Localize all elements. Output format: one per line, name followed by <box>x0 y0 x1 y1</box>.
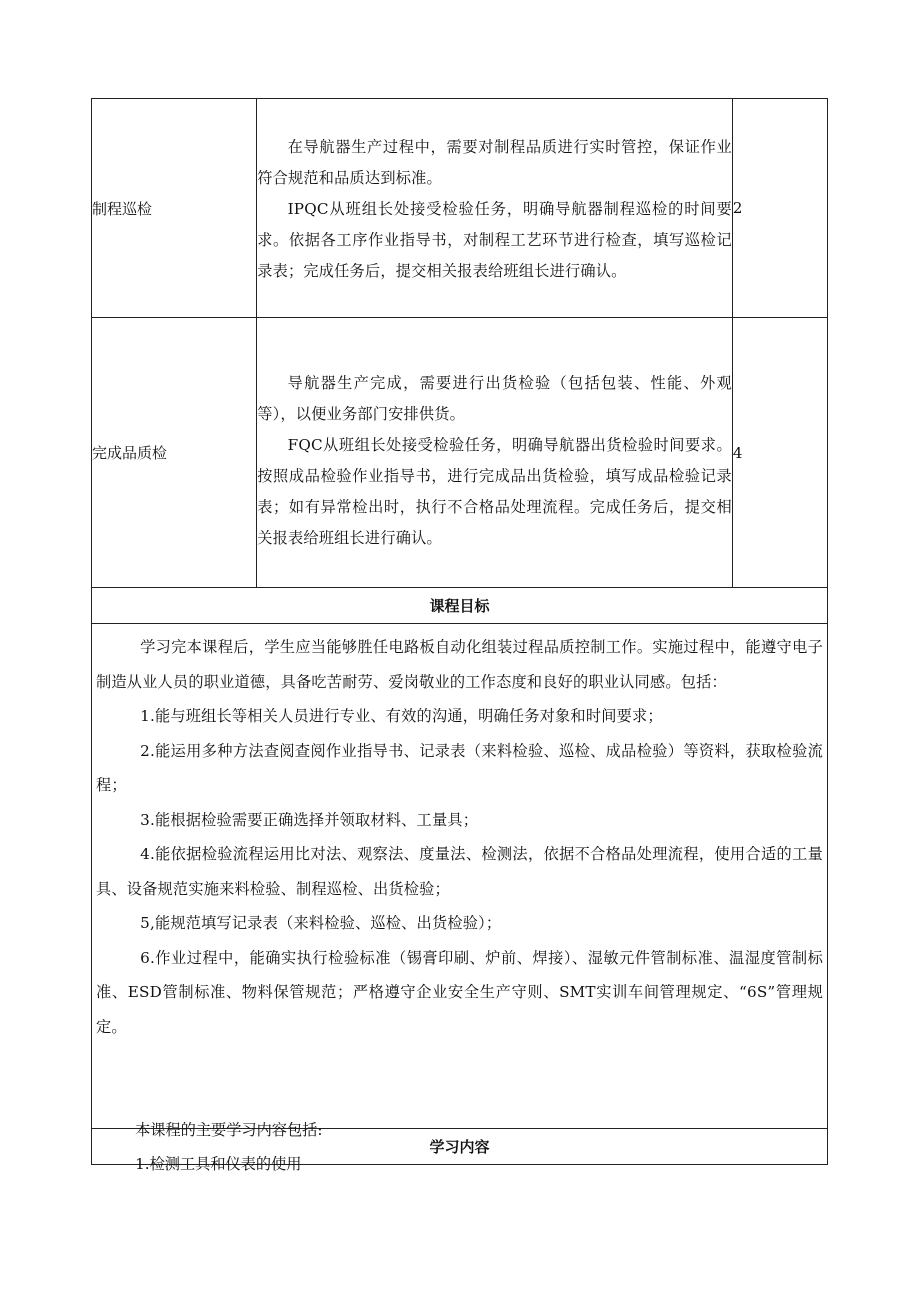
task-row-final-inspection <box>92 318 828 588</box>
objective-item: 4.能依据检验流程运用比对法、观察法、度量法、检测法，依据不合格品处理流程，使用合适的工量具、设备规范实施来料检验、制程巡检、出货检验； <box>96 845 823 898</box>
objective-item: 1.能与班组长等相关人员进行专业、有效的沟通，明确任务对象和时间要求； <box>140 707 663 725</box>
content-item: 1.检测工具和仪表的使用 <box>135 1155 302 1173</box>
task-name: 完成品质检 <box>92 318 257 588</box>
learning-content <box>91 1113 828 1181</box>
content-intro: 本课程的主要学习内容包括: <box>135 1121 323 1139</box>
objectives-row <box>92 624 828 1129</box>
task-hours: 4 <box>732 318 827 588</box>
task-paragraph: IPQC从班组长处接受检验任务，明确导航器制程巡检的时间要求。依据各工序作业指导书，对制程工艺环节进行检查，填写巡检记录表；完成任务后，提交相关报表给班组长进行确认。 <box>257 199 732 280</box>
task-paragraph: FQC从班组长处接受检验任务，明确导航器出货检验时间要求。按照成品检验作业指导书，进行完成品出货检验，填写成品检验记录表；如有异常检出时，执行不合格品处理流程。完成任务后，提交相关报表给班组长进行确认。 <box>257 435 732 547</box>
objective-paragraph: 学习完本课程后，学生应当能够胜任电路板自动化组装过程品质控制工作。实施过程中，能遵守电子制造从业人员的职业道德，具备吃苦耐劳、爱岗敬业的工作态度和良好的职业认同感。包括： <box>96 638 823 691</box>
task-paragraph: 导航器生产完成，需要进行出货检验（包括包装、性能、外观等），以便业务部门安排供货。 <box>257 373 732 423</box>
task-description <box>257 99 733 318</box>
objectives-header: 课程目标 <box>92 588 828 624</box>
objective-item: 6.作业过程中，能确实执行检验标准（锡膏印刷、炉前、焊接）、湿敏元件管制标准、温湿度管制标准、ESD管制标准、物料保管规范；严格遵守企业安全生产守则、SMT实训车间管理规定、“6S”管理规定。 <box>96 948 823 1036</box>
course-table <box>91 98 828 1165</box>
objectives-body <box>92 624 828 1129</box>
task-name: 制程巡检 <box>92 99 257 318</box>
task-row-patrol-inspection <box>92 99 828 318</box>
task-paragraph: 在导航器生产过程中，需要对制程品质进行实时管控，保证作业符合规范和品质达到标准。 <box>257 137 732 187</box>
objective-item: 2.能运用多种方法查阅查阅作业指导书、记录表（来料检验、巡检、成品检验）等资料，获取检验流程； <box>96 741 823 794</box>
objective-item: 3.能根据检验需要正确选择并领取材料、工量具； <box>140 810 479 829</box>
content-header: 学习内容 <box>92 1129 828 1165</box>
objective-item: 5,能规范填写记录表（来料检验、巡检、出货检验）； <box>140 914 502 932</box>
task-hours: 2 <box>732 99 827 318</box>
objectives-header-row <box>92 588 828 624</box>
task-description <box>257 318 733 588</box>
